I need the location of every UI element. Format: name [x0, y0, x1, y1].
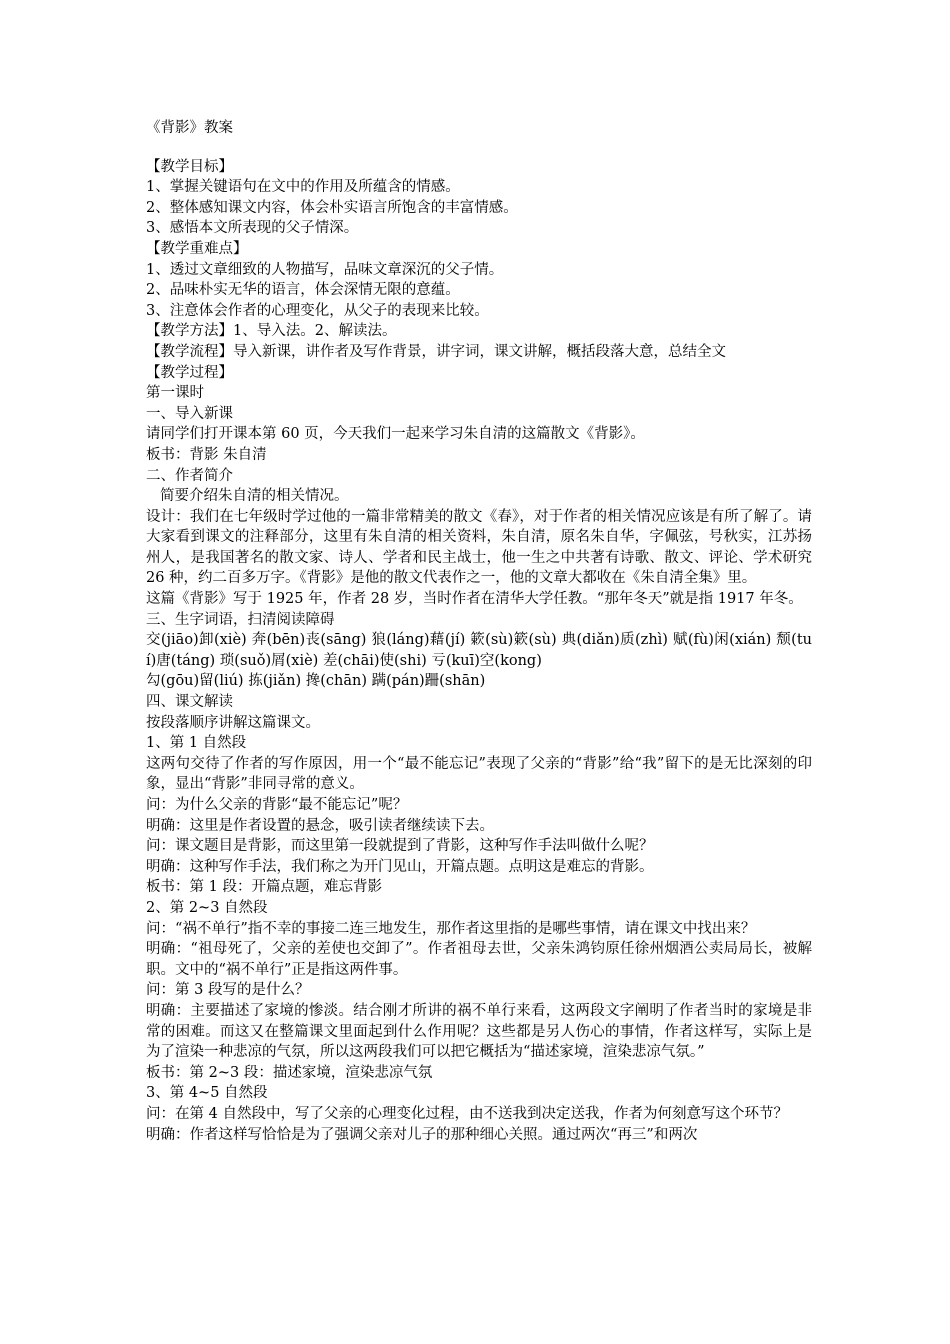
key-point-item: 1、透过文章细致的人物描写，品味文章深沉的父子情。	[146, 261, 504, 278]
question: 问：为什么父亲的背影“最不能忘记”呢？	[146, 797, 408, 813]
answer: 明确：“祖母死了，父亲的差使也交卸了”。作者祖母去世，父亲朱鸿钧原任徐州烟酒公卖局局长，被解职。文中的“祸不单行”正是指这两件事。	[146, 941, 812, 978]
subsection-heading: 3、第 4~5 自然段	[146, 1085, 268, 1102]
question: 问：“祸不单行”指不幸的事接二连三地发生，那作者这里指的是哪些事情，请在课文中找出来？	[146, 920, 756, 937]
teaching-flow: 【教学流程】导入新课，讲作者及写作背景，讲字词，课文讲解，概括段落大意，总结全文	[146, 343, 726, 360]
paragraph: 按段落顺序讲解这篇课文。	[146, 714, 320, 731]
question: 问：第 3 段写的是什么？	[146, 982, 310, 999]
answer: 明确：这里是作者设置的悬念，吸引读者继续读下去。	[146, 817, 494, 834]
heading-key-points: 【教学重难点】	[146, 240, 248, 257]
teaching-methods: 【教学方法】1、导入法。2、解读法。	[146, 323, 397, 340]
key-point-item: 3、注意体会作者的心理变化，从父子的表现来比较。	[146, 302, 489, 319]
section-heading: 三、生字词语，扫清阅读障碍	[146, 611, 335, 628]
answer: 明确：作者这样写恰恰是为了强调父亲对儿子的那种细心关照。通过两次“再三”和两次	[146, 1126, 698, 1143]
paragraph: 简要介绍朱自清的相关情况。	[160, 488, 349, 505]
section-heading: 四、课文解读	[146, 694, 233, 711]
goal-item: 1、掌握关键语句在文中的作用及所蕴含的情感。	[146, 179, 460, 196]
heading-teaching-process: 【教学过程】	[146, 364, 233, 381]
blackboard-note: 板书：第 1 段：开篇点题，难忘背影	[146, 879, 382, 896]
document-title: 《背影》教案	[146, 120, 233, 136]
key-point-item: 2、品味朴实无华的语言，体会深情无限的意蕴。	[146, 282, 460, 299]
vocabulary-list: 勾(gōu)留(liú) 拣(jiǎn) 搀(chān) 蹒(pán)跚(shān)	[146, 673, 486, 690]
section-heading: 二、作者简介	[146, 467, 233, 484]
blackboard-note: 板书：背影 朱自清	[146, 446, 267, 463]
goal-item: 2、整体感知课文内容，体会朴实语言所饱含的丰富情感。	[146, 199, 518, 216]
paragraph: 这两句交待了作者的写作原因，用一个“最不能忘记”表现了父亲的“背影”给“我”留下的是无比深刻的印象，显出“背影”非同寻常的意义。	[146, 755, 812, 793]
answer: 明确：主要描述了家境的惨淡。结合刚才所讲的祸不单行来看，这两段文字阐明了作者当时的家境是非常的困难。而这又在整篇课文里面起到什么作用呢？这些都是另人伤心的事情，作者这样写，实际上是为了渲染一种悲凉的气氛，所以这两段我们可以把它概括为“描述家境，渲染悲凉气氛。”	[146, 1002, 812, 1061]
subsection-heading: 1、第 1 自然段	[146, 735, 247, 752]
paragraph: 请同学们打开课本第 60 页，今天我们一起来学习朱自清的这篇散文《背影》。	[146, 426, 645, 443]
goal-item: 3、感悟本文所表现的父子情深。	[146, 220, 359, 237]
answer: 明确：这种写作手法，我们称之为开门见山，开篇点题。点明这是难忘的背影。	[146, 858, 654, 875]
question: 问：在第 4 自然段中，写了父亲的心理变化过程，由不送我到决定送我，作者为何刻意写这个环节？	[146, 1105, 788, 1122]
document-body	[146, 118, 812, 1145]
paragraph: 这篇《背影》写于 1925 年，作者 28 岁，当时作者在清华大学任教。“那年冬天”就是指 1917 年冬。	[146, 591, 803, 608]
lesson-heading: 第一课时	[146, 385, 204, 402]
section-heading: 一、导入新课	[146, 405, 233, 422]
blackboard-note: 板书：第 2~3 段：描述家境，渲染悲凉气氛	[146, 1064, 433, 1081]
paragraph: 设计：我们在七年级时学过他的一篇非常精美的散文《春》，对于作者的相关情况应该是有所了解了。请大家看到课文的注释部分，这里有朱自清的相关资料，朱自清，原名朱自华，字佩弦，号秋实，江苏扬州人，是我国著名的散文家、诗人、学者和民主战士，他一生之中共著有诗歌、散文、评论、学术研究 26 种，约二百多万字。《背影》是他的散文代表作之一，他的文章大都收在《朱自清全集》里。	[146, 508, 812, 587]
subsection-heading: 2、第 2~3 自然段	[146, 899, 268, 916]
vocabulary-list: 交(jiāo)卸(xiè) 奔(bēn)丧(sāng) 狼(láng)藉(jí) 簌(sù)簌(sù) 典(diǎn)质(zhì) 赋(fù)闲(xián) 颓(tuí)唐(táng) 琐(suǒ)屑(xiè) 差(chāi)使(shi) 亏(kuī)空(kong)	[146, 632, 812, 669]
heading-teaching-goals: 【教学目标】	[146, 158, 233, 175]
question: 问：课文题目是背影，而这里第一段就提到了背影，这种写作手法叫做什么呢？	[146, 838, 654, 855]
